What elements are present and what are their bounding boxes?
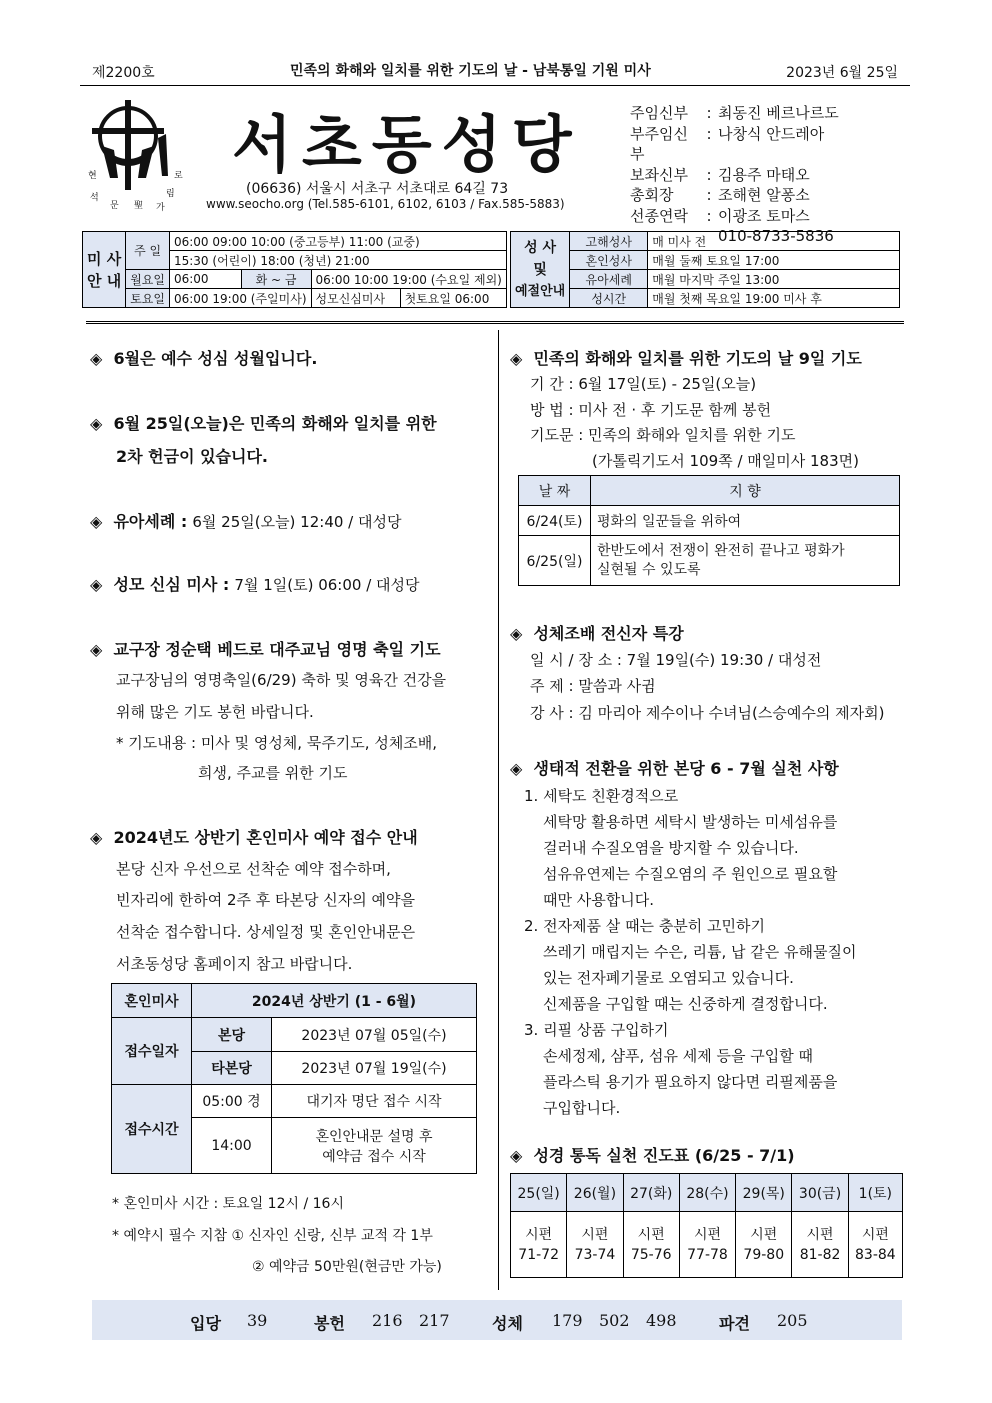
reception-date-label: 접수일자: [112, 1018, 192, 1085]
notice-title: 생태적 전환을 위한 본당 6 - 7월 실천 사항: [533, 759, 839, 778]
monday-label: 월요일: [126, 270, 170, 289]
offertory-value: 217: [419, 1311, 450, 1330]
sacrament-label-line: 성 사: [524, 239, 557, 256]
bible-book: 시편: [861, 1226, 889, 1243]
notice-title: 성경 통독 실천 진도표 (6/25 - 7/1): [533, 1146, 795, 1165]
sacrament-name: 유아세례: [570, 270, 648, 289]
sacrament-time: 매월 마지막 주일 13:00: [648, 270, 900, 289]
communion-value: 498: [646, 1311, 677, 1330]
sacrament-label-line: 예절안내: [515, 283, 566, 299]
communion-value: 502: [599, 1311, 630, 1330]
staff-role: 주임신부: [630, 104, 688, 122]
cross-logo-icon: [88, 98, 198, 208]
ecology-line: 세탁망 활용하면 세탁시 발생하는 미세섬유를: [543, 813, 838, 831]
notice-title: 유아세례 :: [113, 512, 188, 531]
ecology-line: 때만 사용합니다.: [543, 891, 654, 909]
reception-time: 05:00 경: [192, 1085, 272, 1118]
logo-text: 문: [110, 201, 119, 211]
top-bar: [80, 60, 910, 86]
bible-book: 시편: [750, 1226, 778, 1243]
staff-row: 선종연락 : 이광조 토마스: [630, 206, 810, 225]
logo-text: 림: [166, 189, 175, 199]
notice-body: 일 시 / 장 소 : 7월 19일(수) 19:30 / 대성전: [530, 651, 822, 669]
bible-book: 시편: [806, 1226, 834, 1243]
sacrament-label: [511, 232, 570, 308]
reception-time: 14:00: [192, 1118, 272, 1174]
bible-day: 30(금): [792, 1174, 848, 1212]
reception-desc: [272, 1118, 477, 1174]
wedding-table: [111, 983, 477, 1174]
ecology-item: 3. 리필 상품 구입하기: [524, 1021, 669, 1039]
intention-text-line: 한반도에서 전쟁이 완전히 끝나고 평화가: [597, 542, 845, 559]
logo-text: 가: [156, 203, 165, 213]
intention-text: [591, 536, 900, 586]
ecology-item: 1. 세탁도 친환경적으로: [524, 787, 679, 805]
notice-body: 7월 1일(토) 06:00 / 대성당: [234, 576, 420, 594]
sacrament-name: 성시간: [570, 289, 648, 308]
mass-schedule-table: [82, 231, 507, 308]
intention-text-line: 실현될 수 있도록: [597, 561, 701, 578]
staff-phone: 010-8733-5836: [718, 227, 834, 245]
wedding-table-header: 2024년 상반기 (1 - 6월): [192, 984, 477, 1018]
bible-book: 시편: [581, 1226, 609, 1243]
staff-row: 보좌신부 : 김용주 마태오: [630, 165, 810, 184]
sacrament-table: [510, 231, 900, 308]
bible-passage: [567, 1212, 623, 1278]
sunday-times-2: 15:30 (어린이) 18:00 (청년) 21:00: [169, 251, 506, 270]
staff-name: 최동진 베르나르도: [718, 104, 839, 122]
entrance-label: 입당: [190, 1314, 221, 1333]
notice-ecology: ◈ 생태적 전환을 위한 본당 6 - 7월 실천 사항: [510, 759, 839, 778]
wedding-table-header: 혼인미사: [112, 984, 192, 1018]
bible-passage: [736, 1212, 792, 1278]
ecology-line: 있는 전자폐기물로 오염되고 있습니다.: [543, 969, 794, 987]
mass-order-footer: [92, 1300, 902, 1340]
notice-body: * 기도내용 : 미사 및 영성체, 묵주기도, 성체조배,: [116, 734, 438, 752]
bible-chapters: 71-72: [518, 1246, 559, 1263]
bible-book: 시편: [637, 1226, 665, 1243]
notice-body: 본당 신자 우선으로 선착순 예약 접수하며,: [116, 860, 391, 878]
ecology-line: 신제품을 구입할 때는 신중하게 결정합니다.: [543, 995, 828, 1013]
church-address: (06636) 서울시 서초구 서초대로 64길 73: [246, 181, 509, 197]
bible-chapters: 81-82: [799, 1246, 841, 1263]
communion-label: 성체: [492, 1314, 523, 1333]
bible-passage: [679, 1212, 735, 1278]
notice-body: 서초동성당 홈페이지 참고 바랍니다.: [116, 955, 353, 973]
logo-text: 현: [88, 171, 97, 181]
intention-date: 6/24(토): [519, 506, 591, 536]
notice-sacred-heart: ◈ 6월은 예수 성심 성월입니다.: [90, 349, 318, 368]
mass-label-line: 미 사: [87, 249, 122, 268]
staff-row: 부주임신부 : 나창식 안드레아: [630, 124, 825, 163]
tuefri-label: 화 ~ 금: [241, 270, 311, 289]
intention-header: 날 짜: [519, 476, 591, 506]
dismissal-label: 파견: [719, 1314, 750, 1333]
staff-list: [630, 103, 839, 247]
saturday-time: 06:00 19:00 (주일미사): [169, 289, 311, 308]
other-parish-date: 2023년 07월 19일(수): [272, 1052, 477, 1085]
staff-role: 부주임신부: [630, 124, 688, 163]
bible-book: 시편: [525, 1226, 553, 1243]
notice-bible-reading: ◈ 성경 통독 실천 진도표 (6/25 - 7/1): [510, 1146, 795, 1165]
wedding-note: * 혼인미사 시간 : 토요일 12시 / 16시: [112, 1196, 344, 1212]
offertory-label: 봉헌: [314, 1314, 345, 1333]
sunday-label: 주 일: [126, 232, 170, 270]
bible-chapters: 73-74: [574, 1246, 616, 1263]
dismissal-value: 205: [777, 1311, 808, 1330]
staff-name: 이광조 토마스: [718, 206, 810, 225]
notice-body: 빈자리에 한하여 2주 후 타본당 신자의 예약을: [116, 891, 415, 909]
header-divider: [86, 321, 904, 324]
bible-chapters: 77-78: [687, 1246, 728, 1263]
ecology-line: 섬유유연제는 수질오염의 주 원인으로 필요할: [543, 865, 838, 883]
sacrament-name: 혼인성사: [570, 251, 648, 270]
reception-time-label: 접수시간: [112, 1085, 192, 1174]
notice-body: 기 간 : 6월 17일(토) - 25일(오늘): [530, 375, 757, 393]
logo-text: 聖: [134, 201, 144, 211]
sacrament-name: 고해성사: [570, 232, 648, 251]
notice-body: 위해 많은 기도 봉헌 바랍니다.: [116, 703, 314, 721]
notice-title: 민족의 화해와 일치를 위한 기도의 날 9일 기도: [533, 349, 862, 368]
notice-infant-baptism: ◈ 유아세례 : 6월 25일(오늘) 12:40 / 대성당: [90, 512, 402, 531]
bible-chapters: 75-76: [630, 1246, 672, 1263]
notice-body: 희생, 주교를 위한 기도: [198, 764, 348, 782]
parish-date: 2023년 07월 05일(수): [272, 1018, 477, 1052]
mary-mass-label: 성모신심미사: [311, 289, 400, 308]
church-contact: www.seocho.org (Tel.585-6101, 6102, 6103 / Fax.585-5883): [206, 197, 565, 211]
notice-title: 성체조배 전신자 특강: [533, 624, 684, 643]
notice-body: 방 법 : 미사 전 · 후 기도문 함께 봉헌: [530, 401, 772, 419]
sacrament-time: 매월 첫째 목요일 19:00 미사 후: [648, 289, 900, 308]
sacrament-label-line: 및: [533, 261, 547, 278]
logo-text: 석: [90, 193, 99, 203]
notice-body: 주 제 : 말씀과 사귐: [530, 677, 656, 695]
bible-day: 1(토): [848, 1174, 902, 1212]
first-saturday-time: 첫토요일 06:00: [400, 289, 506, 308]
notice-title: 성모 신심 미사 :: [113, 575, 230, 594]
offertory-value: 216: [372, 1311, 403, 1330]
notice-archbishop-feast: ◈ 교구장 정순택 베드로 대주교님 영명 축일 기도: [90, 640, 441, 659]
notice-body: (가톨릭기도서 109쪽 / 매일미사 183면): [592, 452, 859, 470]
reception-desc-line: 혼인안내문 설명 후: [315, 1128, 433, 1145]
notice-prayer-days: ◈ 민족의 화해와 일치를 위한 기도의 날 9일 기도: [510, 349, 862, 368]
bible-passage: [792, 1212, 848, 1278]
mass-label-line: 안 내: [87, 271, 122, 290]
parish-label: 본당: [192, 1018, 272, 1052]
logo-text: 로: [174, 171, 183, 181]
notice-body: 6월 25일(오늘) 12:40 / 대성당: [192, 513, 402, 531]
staff-name: 김용주 마태오: [718, 165, 810, 184]
intention-text: 평화의 일꾼들을 위하여: [591, 506, 900, 536]
ecology-line: 구입합니다.: [543, 1099, 621, 1117]
monday-time: 06:00: [169, 270, 241, 289]
notice-body: 선착순 접수합니다. 상세일정 및 혼인안내문은: [116, 923, 416, 941]
notice-body: 강 사 : 김 마리아 제수이나 수녀님(스승예수의 제자회): [530, 704, 885, 722]
reception-desc-line: 예약금 접수 시작: [322, 1148, 426, 1165]
notice-marian-mass: ◈ 성모 신심 미사 : 7월 1일(토) 06:00 / 대성당: [90, 575, 420, 594]
wedding-note: * 예약시 필수 지참 ① 신자인 신랑, 신부 교적 각 1부: [112, 1228, 433, 1244]
notice-title: 교구장 정순택 베드로 대주교님 영명 축일 기도: [113, 640, 441, 659]
ecology-line: 손세정제, 샴푸, 섬유 세제 등을 구입할 때: [543, 1047, 813, 1065]
mass-label: [83, 232, 126, 308]
notice-second-collection: ◈ 6월 25일(오늘)은 민족의 화해와 일치를 위한: [90, 414, 437, 433]
staff-name: 나창식 안드레아: [718, 124, 825, 143]
church-name: 서초동성당: [232, 108, 582, 181]
staff-role: 총회장: [630, 186, 674, 204]
notice-adoration-lecture: ◈ 성체조배 전신자 특강: [510, 624, 684, 643]
tuefri-time: 06:00 10:00 19:00 (수요일 제외): [311, 270, 506, 289]
bible-chapters: 79-80: [743, 1246, 785, 1263]
issue-number: 제2200호: [92, 65, 155, 81]
notice-title: 2024년도 상반기 혼인미사 예약 접수 안내: [113, 828, 418, 847]
notice-text: 6월 25일(오늘)은 민족의 화해와 일치를 위한: [113, 414, 437, 433]
ecology-line: 플라스틱 용기가 필요하지 않다면 리필제품을: [543, 1073, 838, 1091]
bible-day: 27(화): [623, 1174, 679, 1212]
bible-day: 28(수): [679, 1174, 735, 1212]
bible-book: 시편: [693, 1226, 722, 1243]
staff-role: 보좌신부: [630, 165, 688, 184]
ecology-list: [524, 783, 856, 1121]
reception-desc: 대기자 명단 접수 시작: [272, 1085, 477, 1118]
bible-passage: [848, 1212, 902, 1278]
bible-day: 29(목): [736, 1174, 792, 1212]
bible-day: 25(일): [511, 1174, 567, 1212]
bible-passage: [623, 1212, 679, 1278]
intention-header: 지 향: [591, 476, 900, 506]
staff-row: 주임신부 : 최동진 베르나르도: [630, 104, 839, 122]
intention-date: 6/25(일): [519, 536, 591, 586]
notice-body: 기도문 : 민족의 화해와 일치를 위한 기도: [530, 426, 796, 444]
ecology-item: 2. 전자제품 살 때는 충분히 고민하기: [524, 917, 766, 935]
communion-value: 179: [552, 1311, 583, 1330]
notice-text: 2차 헌금이 있습니다.: [116, 447, 268, 466]
staff-name: 조해현 알퐁소: [718, 186, 810, 204]
church-logo: [88, 98, 198, 213]
wedding-note: ② 예약금 50만원(현금만 가능): [252, 1259, 442, 1275]
ecology-line: 걸러내 수질오염을 방지할 수 있습니다.: [543, 839, 799, 857]
sacrament-time: 매월 둘째 토요일 17:00: [648, 251, 900, 270]
bible-passage: [511, 1212, 567, 1278]
other-parish-label: 타본당: [192, 1052, 272, 1085]
notice-text: 6월은 예수 성심 성월입니다.: [113, 349, 318, 368]
bible-day: 26(월): [567, 1174, 623, 1212]
bible-table: [510, 1173, 903, 1278]
staff-row: 총회장 : 조해현 알퐁소: [630, 186, 810, 204]
entrance-value: 39: [247, 1311, 268, 1330]
notice-body: 교구장님의 영명축일(6/29) 축하 및 영육간 건강을: [116, 671, 447, 689]
column-divider: [498, 330, 499, 1290]
notice-wedding: ◈ 2024년도 상반기 혼인미사 예약 접수 안내: [90, 828, 418, 847]
bible-chapters: 83-84: [855, 1246, 896, 1263]
ecology-line: 쓰레기 매립지는 수은, 리튬, 납 같은 유해물질이: [543, 943, 857, 961]
staff-role: 선종연락: [630, 206, 688, 225]
sacrament-time: 매 미사 전: [648, 232, 900, 251]
bulletin-theme: 민족의 화해와 일치를 위한 기도의 날 - 남북통일 기원 미사: [290, 63, 651, 79]
bulletin-date: 2023년 6월 25일: [786, 65, 898, 81]
intention-table: [518, 475, 900, 586]
saturday-label: 토요일: [126, 289, 170, 308]
sunday-times-1: 06:00 09:00 10:00 (중고등부) 11:00 (교중): [169, 232, 506, 251]
